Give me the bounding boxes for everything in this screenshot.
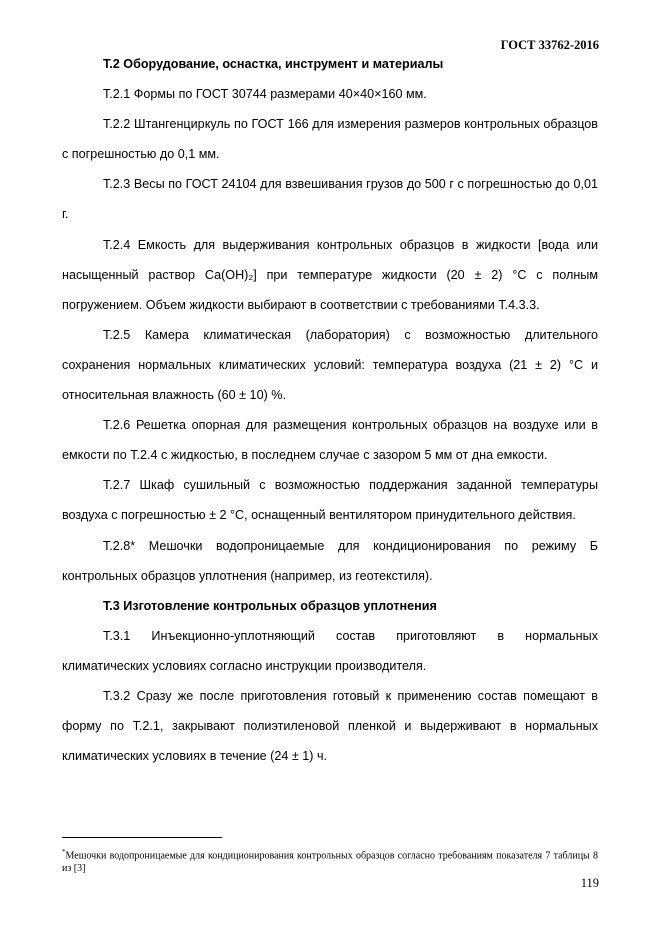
paragraph-t2-1: Т.2.1 Формы по ГОСТ 30744 размерами 40×40×160 мм. bbox=[103, 87, 427, 102]
section-heading-t2: Т.2 Оборудование, оснастка, инструмент и материалы bbox=[103, 57, 444, 71]
footnote-marker: * bbox=[62, 848, 66, 856]
paragraph-t2-8: Т.2.8* Мешочки водопроницаемые для кондиционирования по режиму Б контрольных образцов уплотнения (например, из геотекстиля). bbox=[62, 538, 598, 583]
footnote-text: Мешочки водопроницаемые для кондиционирования контрольных образцов согласно требованиям показателя 7 таблицы 8 из [3] bbox=[62, 850, 598, 875]
document-code: ГОСТ 33762-2016 bbox=[500, 38, 599, 52]
paragraph-t3-1: Т.3.1 Инъекционно-уплотняющий состав приготовляют в нормальных климатических условиях согласно инструкции производителя. bbox=[62, 628, 598, 673]
paragraph-t2-3: Т.2.3 Весы по ГОСТ 24104 для взвешивания грузов до 500 г с погрешностью до 0,01 г. bbox=[62, 177, 598, 222]
paragraph-t2-6: Т.2.6 Решетка опорная для размещения контрольных образцов на воздухе или в емкости по Т.2.4 с жидкостью, в последнем случае с зазором 5 мм от дна емкости. bbox=[62, 418, 598, 463]
paragraph-t3-2: Т.3.2 Сразу же после приготовления готовый к применению состав помещают в форму по Т.2.1, закрывают полиэтиленовой пленкой и выдерживают в нормальных климатических условиях в течение (24 ± 1) ч. bbox=[62, 688, 598, 764]
footnote bbox=[62, 846, 598, 875]
body-text bbox=[62, 49, 598, 771]
paragraph-t2-2: Т.2.2 Штангенциркуль по ГОСТ 166 для измерения размеров контрольных образцов с погрешностью до 0,1 мм. bbox=[62, 117, 598, 162]
footnote-divider bbox=[62, 837, 222, 838]
section-heading-t3: Т.3 Изготовление контрольных образцов уплотнения bbox=[103, 598, 437, 613]
page-number: 119 bbox=[580, 876, 599, 890]
paragraph-t2-5: Т.2.5 Камера климатическая (лаборатория) с возможностью длительного сохранения нормальных климатических условий: температура воздуха (21 ± 2) °С и относительная влажность (60 ± 10) %. bbox=[62, 327, 598, 403]
paragraph-t2-7: Т.2.7 Шкаф сушильный с возможностью поддержания заданной температуры воздуха с погрешностью ± 2 °С, оснащенный вентилятором принудительного действия. bbox=[62, 478, 598, 523]
paragraph-t2-4: Т.2.4 Емкость для выдерживания контрольных образцов в жидкости [вода или насыщенный раствор Са(ОН)₂] при температуре жидкости (20 ± 2) °С с полным погружением. Объем жидкости выбирают в соответствии с требованиями Т.4.3.3. bbox=[62, 237, 598, 312]
